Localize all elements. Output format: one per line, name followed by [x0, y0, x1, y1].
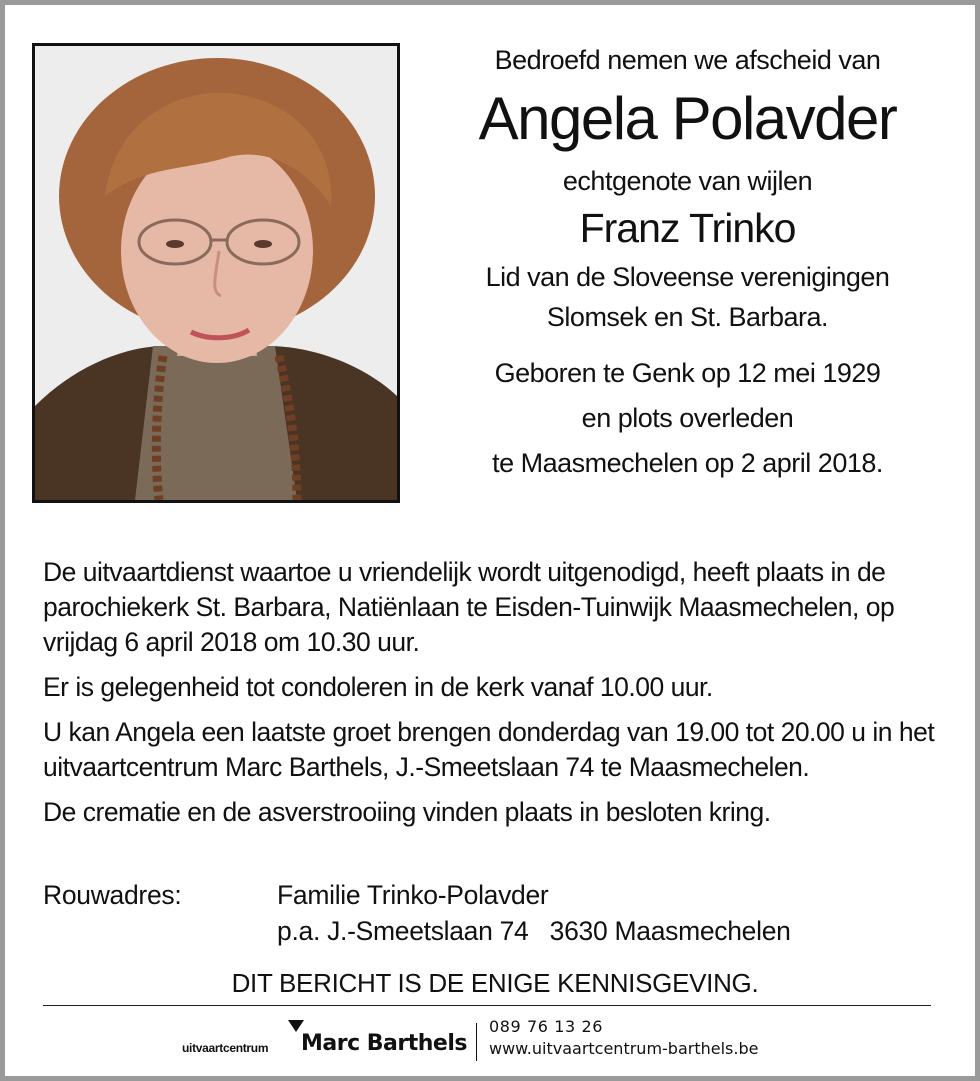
address-lines — [277, 877, 791, 949]
membership-line-2: Slomsek en St. Barbara. — [546, 302, 829, 332]
website-link[interactable]: www.uitvaartcentrum-barthels.be — [489, 1039, 759, 1058]
deceased-name: Angela Polavder — [478, 85, 897, 152]
footer-vertical-divider — [476, 1023, 477, 1061]
death-line-2: te Maasmechelen op 2 april 2018. — [492, 448, 883, 478]
address-label: Rouwadres: — [43, 880, 182, 910]
announcement-header — [425, 41, 950, 486]
brand-name: Marc Barthels — [301, 1031, 467, 1056]
cremation-paragraph: De crematie en de asverstrooiing vinden plaats in besloten kring. — [43, 797, 771, 827]
portrait-illustration — [35, 46, 397, 500]
spouse-name: Franz Trinko — [579, 205, 796, 251]
life-dates — [425, 351, 950, 486]
death-line-1: en plots overleden — [581, 403, 794, 433]
funeral-service-paragraph: De uitvaartdienst waartoe u vriendelijk wordt uitgenodigd, heeft plaats in de parochiekerk St. Barbara, Natiënlaan te Eisden-Tuinwijk Maasmechelen, op vrijdag 6 april 2018 om 10.30 uur. — [43, 557, 895, 657]
spouse-intro: echtgenote van wijlen — [562, 166, 813, 196]
brand-prefix: uitvaartcentrum — [182, 1041, 269, 1055]
phone-number: 089 76 13 26 — [489, 1017, 604, 1036]
notice-line: DIT BERICHT IS DE ENIGE KENNISGEVING. — [231, 968, 759, 998]
farewell-paragraph: U kan Angela een laatste groet brengen donderdag van 19.00 tot 20.00 u in het uitvaartcentrum Marc Barthels, J.-Smeetslaan 74 te Maasmechelen. — [43, 717, 935, 782]
intro-line: Bedroefd nemen we afscheid van — [494, 45, 881, 75]
funeral-home-footer — [5, 1013, 980, 1073]
announcement-body — [43, 555, 953, 830]
address-line-1: Familie Trinko-Polavder — [277, 880, 549, 910]
membership-line-1: Lid van de Sloveense verenigingen — [485, 262, 890, 292]
address-line-2: p.a. J.-Smeetslaan 74 3630 Maasmechelen — [277, 916, 791, 946]
footer-divider-rule — [43, 1005, 931, 1006]
birth-line: Geboren te Genk op 12 mei 1929 — [494, 358, 881, 388]
portrait-photo — [32, 43, 400, 503]
condolence-paragraph: Er is gelegenheid tot condoleren in de kerk vanaf 10.00 uur. — [43, 672, 713, 702]
